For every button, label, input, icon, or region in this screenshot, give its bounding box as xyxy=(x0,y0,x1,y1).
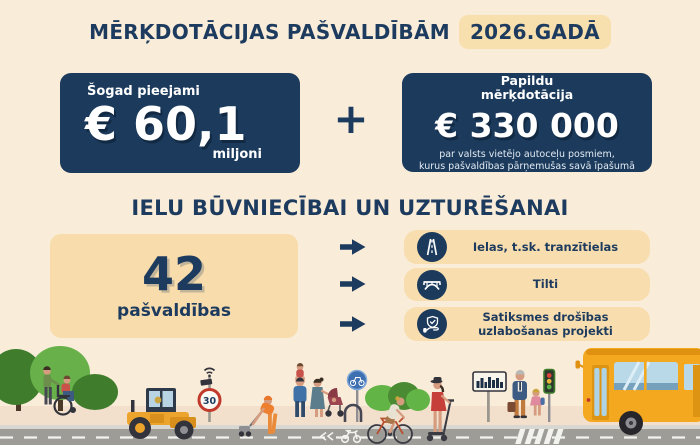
item-bridges xyxy=(404,268,650,301)
municipalities-label: pašvaldības xyxy=(117,301,231,321)
trees xyxy=(0,346,118,411)
plus-sign: + xyxy=(333,94,369,143)
available-funding-label: Šogad pieejami xyxy=(87,84,200,99)
additional-funding-note-line1: par valsts vietējo autoceļu posmiem, xyxy=(439,148,615,160)
item-streets xyxy=(404,230,650,264)
available-funding-amount: € 60,1 xyxy=(85,97,247,151)
municipalities-count: 42 xyxy=(141,247,206,301)
available-funding-card xyxy=(60,73,300,173)
section-title: IELU BŪVNIECĪBAI UN UZTURĒŠANAI xyxy=(131,196,569,220)
speed-limit-sign xyxy=(199,390,220,411)
additional-funding-label: Papildu mērķdotācija xyxy=(480,72,574,103)
page-title xyxy=(0,15,700,49)
available-funding-unit: miljoni xyxy=(212,147,262,162)
bridge-icon xyxy=(417,270,447,300)
arrow-icon xyxy=(340,239,366,255)
additional-funding-note-line2: kurus pašvaldības pārņemušas savā īpašumā xyxy=(419,160,635,172)
street-scene xyxy=(0,340,700,445)
arrow-icon xyxy=(340,276,366,292)
item-traffic-safety-label: Satiksmes drošības uzlabošanas projekti xyxy=(478,309,613,338)
title-year-highlight: 2026.GADĀ xyxy=(459,15,611,49)
item-traffic-safety xyxy=(404,307,650,341)
arrow-icon xyxy=(340,316,366,332)
additional-funding-card xyxy=(402,73,652,172)
speed-limit-text: 30 xyxy=(202,395,217,407)
item-streets-label: Ielas, t.sk. tranzītielas xyxy=(472,239,619,254)
road-icon xyxy=(417,232,447,262)
municipalities-card xyxy=(50,234,298,338)
bus xyxy=(576,348,700,435)
title-text: MĒRĶDOTĀCIJAS PAŠVALDĪBĀM xyxy=(89,20,450,44)
additional-funding-amount: € 330 000 xyxy=(435,105,619,145)
traffic-safety-icon xyxy=(417,309,447,339)
curb xyxy=(0,425,700,429)
item-bridges-label: Tilti xyxy=(532,277,559,292)
